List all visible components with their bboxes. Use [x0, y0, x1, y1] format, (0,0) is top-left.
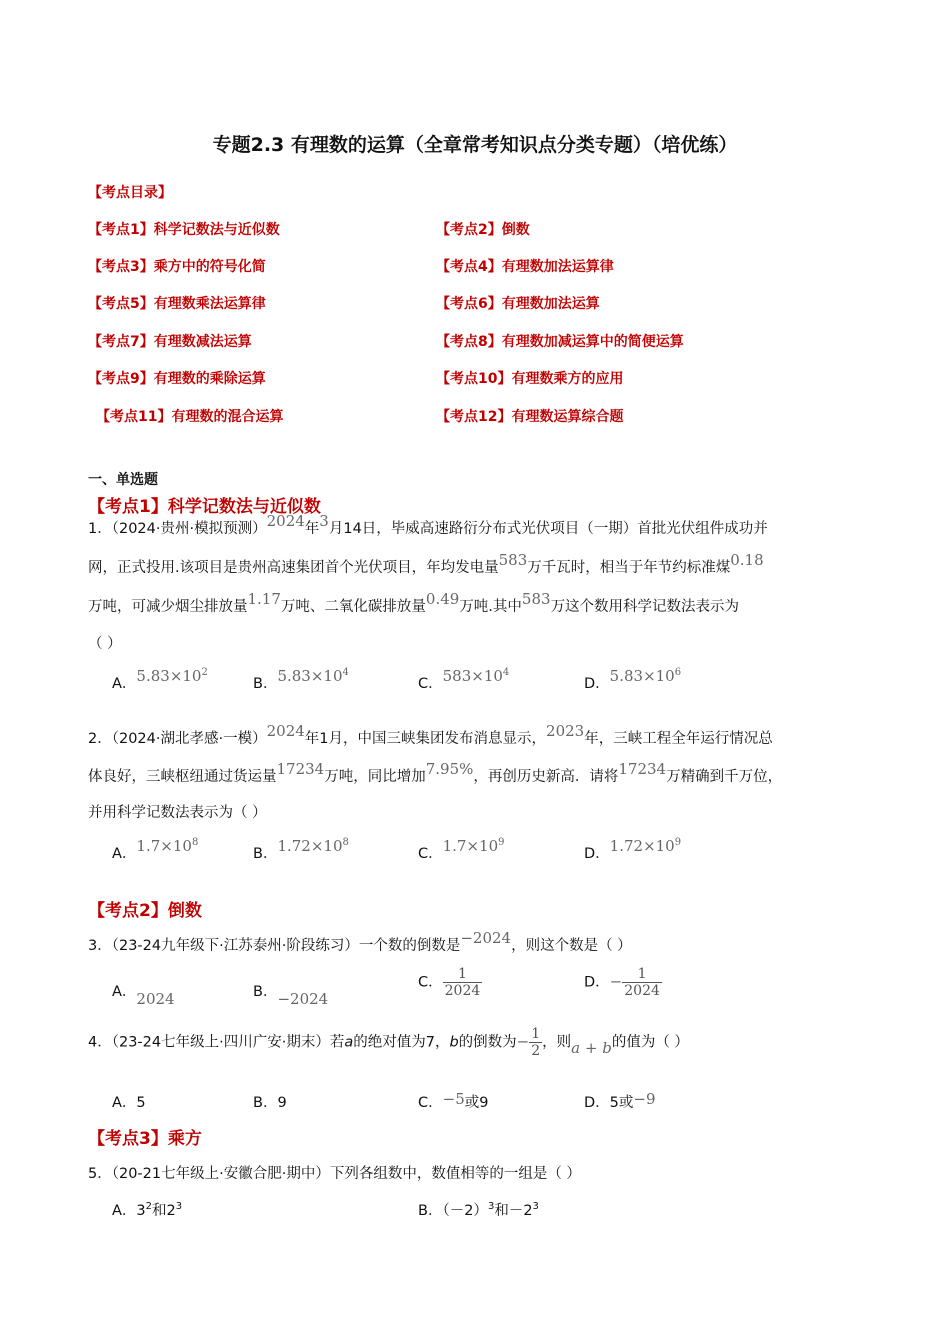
toc-item-2[interactable]: 【考点2】倒数 — [436, 222, 530, 238]
q1-line3: 万吨，可减少烟尘排放量1.17万吨、二氧化碳排放量0.49万吨.其中583万这个数用科学记数法表示为 — [88, 590, 740, 615]
toc-item-10[interactable]: 【考点10】有理数乘方的应用 — [436, 371, 624, 387]
q3-line1: 3．（23-24九年级下·江苏泰州·阶段练习）一个数的倒数是−2024，则这个数是（ ） — [88, 929, 632, 954]
page-title: 专题2.3 有理数的运算（全章常考知识点分类专题）（培优练） — [212, 134, 738, 156]
q1-option-a[interactable]: A．$5.83\times 10^2$ — [112, 667, 208, 692]
q1-option-b[interactable]: B．$5.83\times 10^4$ — [253, 667, 349, 692]
q3-option-a[interactable]: A．2024 — [112, 984, 175, 1008]
toc-item-11[interactable]: 【考点11】有理数的混合运算 — [96, 409, 284, 425]
q2-option-c[interactable]: C．$1.7\times 10^9$ — [418, 837, 505, 862]
toc-heading: 【考点目录】 — [88, 185, 172, 201]
q4-option-a[interactable]: A．5 — [112, 1095, 146, 1111]
q1-option-d[interactable]: D．$5.83\times 10^6$ — [584, 667, 682, 692]
q2-option-b[interactable]: B．$1.72\times 10^8$ — [253, 837, 349, 862]
toc-item-5[interactable]: 【考点5】有理数乘法运算律 — [88, 296, 266, 312]
toc-item-3[interactable]: 【考点3】乘方中的符号化简 — [88, 259, 266, 275]
toc-item-12[interactable]: 【考点12】有理数运算综合题 — [436, 409, 624, 425]
q1-line1: 1．（2024·贵州·模拟预测）2024年3月14日，毕威高速路衍分布式光伏项目（一期）首批光伏组件成功并 — [88, 512, 768, 537]
q2-line3: 并用科学记数法表示为（ ） — [88, 805, 267, 821]
q5-option-a[interactable]: A．$3^2$和$2^3$ — [112, 1201, 183, 1219]
section-heading: 一、单选题 — [88, 472, 158, 488]
q4-option-d[interactable]: D．5或−9 — [584, 1090, 656, 1111]
q3-option-b[interactable]: B．−2024 — [253, 984, 329, 1008]
q4-line1: 4．（23-24七年级上·四川广安·期末）若a的绝对值为7，b的倒数为− $\frac{1}{2}$ ，则a + b的值为（ ） — [88, 1026, 689, 1059]
toc-item-4[interactable]: 【考点4】有理数加法运算律 — [436, 259, 614, 275]
kp1-heading: 【考点1】科学记数法与近似数 — [88, 497, 321, 517]
q2-line2: 体良好，三峡枢纽通过货运量17234万吨，同比增加7.95%，再创历史新高．请将17234万精确到千万位， — [88, 760, 783, 785]
q3-option-c[interactable]: C． $\frac{1}{2024}$ — [418, 966, 481, 999]
q4-option-b[interactable]: B．9 — [253, 1095, 287, 1111]
q2-option-d[interactable]: D．$1.72\times 10^9$ — [584, 837, 682, 862]
toc-item-7[interactable]: 【考点7】有理数减法运算 — [88, 334, 252, 350]
kp3-heading: 【考点3】乘方 — [88, 1129, 202, 1149]
toc-item-8[interactable]: 【考点8】有理数加减运算中的简便运算 — [436, 334, 684, 350]
toc-item-1[interactable]: 【考点1】科学记数法与近似数 — [88, 222, 280, 238]
kp2-heading: 【考点2】倒数 — [88, 901, 202, 921]
q1-option-c[interactable]: C．$583\times 10^4$ — [418, 667, 510, 692]
q5-option-b[interactable]: B．$(-2)^3$和$-2^3$ — [418, 1201, 539, 1219]
q2-option-a[interactable]: A．$1.7\times 10^8$ — [112, 837, 199, 862]
q2-line1: 2．（2024·湖北孝感·一模）2024年1月，中国三峡集团发布消息显示，2023年，三峡工程全年运行情况总 — [88, 722, 773, 747]
toc-item-9[interactable]: 【考点9】有理数的乘除运算 — [88, 371, 266, 387]
toc-item-6[interactable]: 【考点6】有理数加法运算 — [436, 296, 600, 312]
q3-option-d[interactable]: D．− $\frac{1}{2024}$ — [584, 966, 660, 999]
q1-line4: （ ） — [88, 636, 122, 652]
q1-line2: 网，正式投用.该项目是贵州高速集团首个光伏项目，年均发电量583万千瓦时，相当于年节约标准煤0.18 — [88, 551, 764, 576]
q5-line1: 5．（20-21七年级上·安徽合肥·期中）下列各组数中，数值相等的一组是（ ） — [88, 1166, 581, 1182]
q4-option-c[interactable]: C．−5或9 — [418, 1090, 489, 1111]
